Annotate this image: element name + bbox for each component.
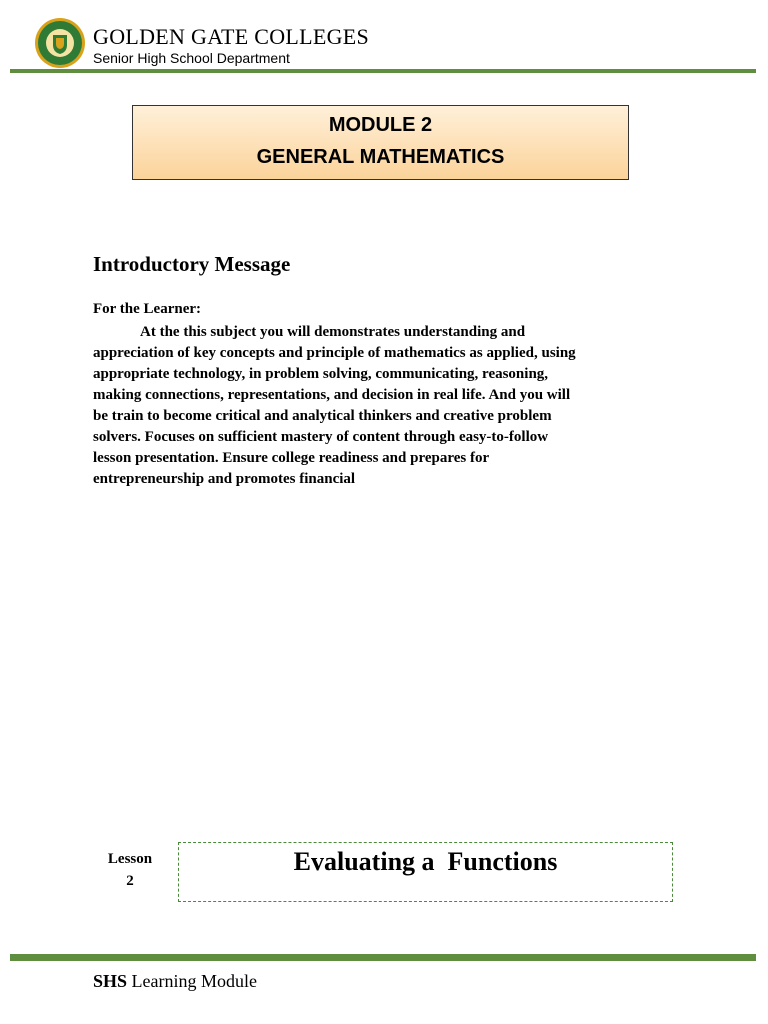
department-name: Senior High School Department [93,50,290,66]
module-subject: GENERAL MATHEMATICS [256,146,505,168]
footer-label [93,971,257,992]
school-seal-icon [34,17,86,69]
learner-label: For the Learner: [93,301,202,317]
paragraph-line: making connections, representations, and decision in real life. And you will [93,387,571,403]
module-number: MODULE 2 [328,114,433,136]
footer-label-bold: SHS [93,971,128,991]
lesson-label [98,848,162,892]
lesson-number: 2 [126,873,134,889]
paragraph-line: lesson presentation. Ensure college readiness and prepares for [93,450,490,466]
module-title-box [132,105,629,180]
lesson-title-box [178,842,673,902]
paragraph-line: solvers. Focuses on sufficient mastery of content through easy-to-follow [93,429,549,445]
intro-paragraph [93,322,693,490]
footer-divider [10,954,756,961]
paragraph-line: At the this subject you will demonstrates understanding and [140,324,526,340]
paragraph-line: appropriate technology, in problem solving, communicating, reasoning, [93,366,549,382]
footer-label-rest: Learning Module [127,971,257,991]
paragraph-line: appreciation of key concepts and principle of mathematics as applied, using [93,345,576,361]
paragraph-line: be train to become critical and analytical thinkers and creative problem [93,408,552,424]
intro-heading: Introductory Message [93,252,291,276]
lesson-title: Evaluating a Functions [293,847,558,876]
lesson-word: Lesson [107,851,153,867]
paragraph-line: entrepreneurship and promotes financial [93,471,356,487]
school-name: GOLDEN GATE COLLEGES [93,24,370,49]
header-divider [10,69,756,73]
